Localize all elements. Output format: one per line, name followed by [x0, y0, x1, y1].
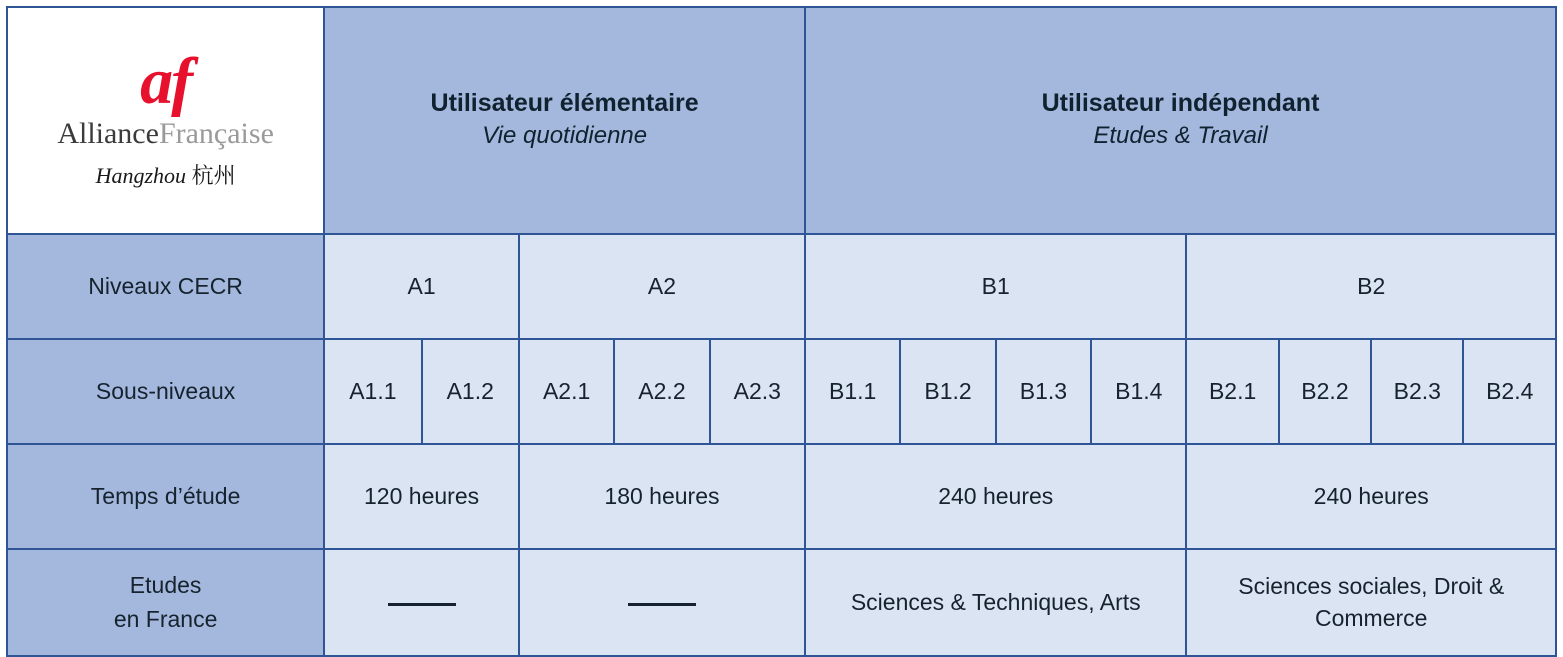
sublevel-a1-1: A1.1 [324, 339, 421, 444]
studies-a2 [519, 549, 805, 656]
study-time-b1: 240 heures [805, 444, 1186, 549]
row-label-levels: Niveaux CECR [7, 234, 324, 339]
sublevel-a2-3: A2.3 [710, 339, 805, 444]
organization-name [57, 118, 274, 150]
header-group-elementary-subtitle: Vie quotidienne [482, 122, 648, 150]
organization-name-first: Alliance [57, 117, 159, 151]
sublevel-b1-2: B1.2 [900, 339, 995, 444]
header-group-independent [805, 7, 1556, 234]
row-study-time [7, 444, 1556, 549]
sublevel-b2-4: B2.4 [1463, 339, 1556, 444]
studies-b2: Sciences sociales, Droit & Commerce [1186, 549, 1556, 656]
studies-b1: Sciences & Techniques, Arts [805, 549, 1186, 656]
header-group-elementary-title: Utilisateur élémentaire [430, 88, 699, 117]
af-monogram: af [140, 45, 192, 119]
level-b1: B1 [805, 234, 1186, 339]
row-label-study-time: Temps d’étude [7, 444, 324, 549]
organization-name-second: Française [158, 117, 274, 151]
city-label [96, 159, 236, 190]
sublevel-b1-3: B1.3 [996, 339, 1091, 444]
sublevel-a1-2: A1.2 [422, 339, 519, 444]
city-chinese: 杭州 [191, 162, 236, 188]
cecr-levels-table [6, 6, 1557, 657]
sublevel-b2-2: B2.2 [1279, 339, 1371, 444]
level-b2: B2 [1186, 234, 1556, 339]
levels-table-document [0, 6, 1563, 657]
sublevel-b2-1: B2.1 [1186, 339, 1278, 444]
sublevel-b2-3: B2.3 [1371, 339, 1463, 444]
row-label-studies-in-france [7, 549, 324, 656]
header-group-independent-title: Utilisateur indépendant [1041, 88, 1320, 117]
sublevel-b1-4: B1.4 [1091, 339, 1186, 444]
header-group-independent-subtitle: Etudes & Travail [1093, 122, 1268, 150]
sublevel-b1-1: B1.1 [805, 339, 900, 444]
level-a1: A1 [324, 234, 519, 339]
dash-icon [388, 602, 456, 606]
studies-a1 [324, 549, 519, 656]
row-levels [7, 234, 1556, 339]
study-time-a1: 120 heures [324, 444, 519, 549]
sublevel-a2-1: A2.1 [519, 339, 614, 444]
row-studies-in-france [7, 549, 1556, 656]
header-group-elementary [324, 7, 805, 234]
row-label-studies-line2: en France [113, 605, 218, 632]
sublevel-a2-2: A2.2 [614, 339, 709, 444]
table-header-row [7, 7, 1556, 234]
row-label-sublevels: Sous-niveaux [7, 339, 324, 444]
study-time-b2: 240 heures [1186, 444, 1556, 549]
level-a2: A2 [519, 234, 805, 339]
city-latin: Hangzhou [95, 162, 187, 188]
row-sublevels [7, 339, 1556, 444]
logo-cell [7, 7, 324, 234]
study-time-a2: 180 heures [519, 444, 805, 549]
row-label-studies-line1: Etudes [129, 572, 202, 599]
dash-icon [628, 602, 696, 606]
